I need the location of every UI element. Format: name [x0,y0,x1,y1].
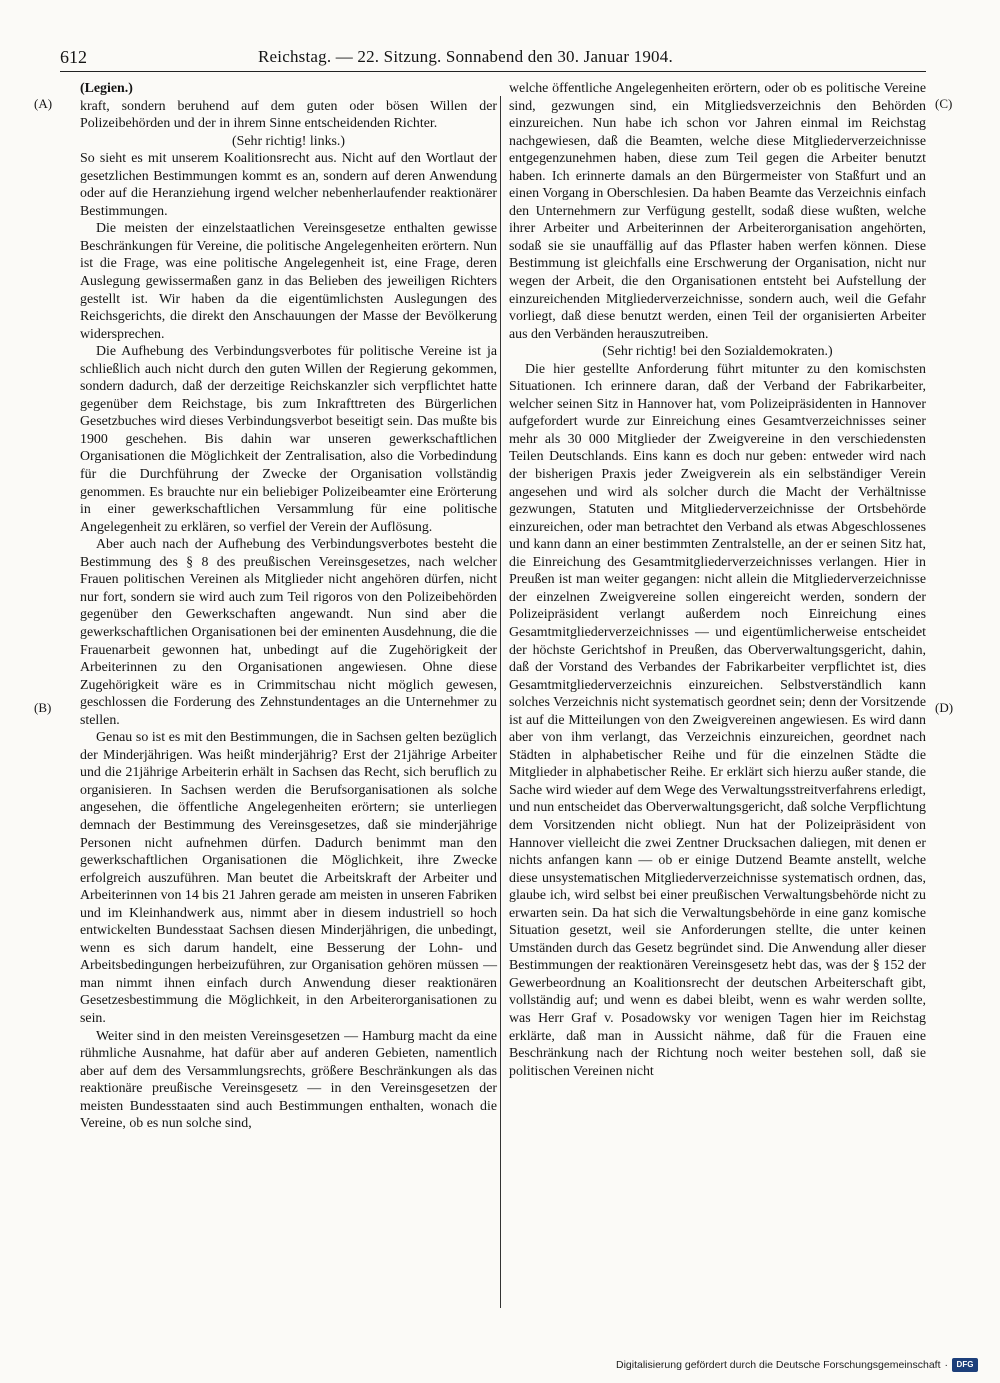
paragraph: Die Aufhebung des Verbindungsverbotes für politische Vereine ist ja schließlich auch nicht durch den guten Willen der Regierung gekommen, sondern dadurch, daß der derzeitige Reichskanzler sich verpflichtet hatte gegenüber dem Reichstage, bis zum Inkrafttreten des Bürgerlichen Gesetzbuches wird dieses Verbindungsverbot beseitigt sein. Das mußte bis 1900 geschehen. Bis dahin war unseren gewerkschaftlichen Organisationen die Möglichkeit der Zentralisation, also die Vorbedindung für die Durchführung der Zwecke der Organisation vollständig genommen. Es brauchte nur ein beliebiger Polizeibeamter eine Erörterung in einer gewerkschaftlichen Versammlung für eine politische Angelegenheit zu erklären, so verfiel der Verein der Auflösung. [80,344,497,535]
left-column [80,80,497,1133]
margin-mark-a: (A) [34,96,53,111]
page-header [60,47,926,72]
page-title: Reichstag. — 22. Sitzung. Sonnabend den 30. Januar 1904. [258,47,673,66]
margin-mark-c: (C) [935,96,953,111]
column-divider [500,96,501,1308]
interjection: (Sehr richtig! bei den Sozialdemokraten.) [602,344,833,360]
dfg-logo-icon: DFG [952,1358,978,1372]
paragraph: Aber auch nach der Aufhebung des Verbindungsverbotes besteht die Bestimmung des § 8 des preußischen Vereinsgesetzes, nach welcher Frauen politischen Vereinen als Mitglieder nicht angehören dürfen, nicht nur fort, sondern sie wird auch zum Teil rigoros von den Polizeibehörden gegenüber den Gewerkschaften angewandt. Nun sind aber die gewerkschaftlichen Organisationen bei der eminenten Ausdehnung, die die Frauenarbeit gewonnen hat, unbedingt auf die Zugehörigkeit der Arbeiterinnen zu den Organisationen angewiesen. Ohne diese Zugehörigkeit wäre es in Crimmitschau nicht möglich gewesen, geschlossen die Forderung des Zehnstundentages an die Unternehmer zu stellen. [80,537,497,728]
margin-mark-d: (D) [935,700,954,715]
page-number: 612 [60,47,87,67]
paragraph: Die hier gestellte Anforderung führt mitunter zu den komischsten Situationen. Ich erinnere daran, daß der Verband der Fabrikarbeiter, welcher seinen Sitz in Hannover hat, vom Polizeipräsidenten in Hannover aufgefordert wurde zur Einreichung eines Gesamtverzeichnisses seiner mehr als 30 000 Mitglieder der Zweigvereine in den verschiedensten Teilen Deutschlands. Eins kann es doch nur geben: entweder wird nach der bisherigen Praxis jeder Zweigverein als ein selbständiger Verein angesehen und wird als solcher durch die Macht der Verhältnisse gezwungen, Statuten und Mitgliederverzeichnisse der Ortsbehörde einzureichen, oder man betrachtet den Verband als etwas Abgeschlossenes und kann dann an einer bestimmten Zentralstelle, an der er seinen Sitz hat, die Einreichung des Gesamtmitgliederverzeichnisses verlangen. Hier in Preußen ist man weiter gegangen: nicht allein die Mitgliederverzeichnisse der einzelnen Zweigvereine sollen eingereicht werden, sondern der Polizeipräsident verlangt außerdem noch Einreichung eines Gesamtmitgliederverzeichnisses — und eigentümlicherweise entscheidet der höchste Gerichtshof in Preußen, das Oberverwaltungsgericht, dahin, daß der Vorstand des Verbandes der Fabrikarbeiter verpflichtet ist, dies Gesamtmitgliederverzeichnis einzureichen. Selbstverständlich kann solches Verzeichnis nicht systematisch geordnet sein; denn der Vorsitzende ist auf die Mitteilungen von den Zweigvereinen angewiesen. Es wird dann aber von ihm verlangt, das Verzeichnis einzureichen, geordnet nach Städten in alphabetischer Reihe und für die einzelnen Städte die Mitglieder in alphabetischer Reihe. Er erklärt sich hierzu außer stande, die Sache wird wieder auf dem Wege des Verwaltungsstreitverfahrens erledigt, und nun entscheidet das Oberverwaltungsgericht, daß solche Verpflichtung dem Vorsitzenden nicht obliegt. Nun hat der Polizeipräsident von Hannover vielleicht die zwei Zentner Drucksachen daliegen, mit denen er nichts anfangen kann — ob er einige Dutzend Beamte anstellt, welche diese unsystematischen Mitgliederverzeichnisse systematisch ordnen, das, glaube ich, wird selbst bei einer preußischen Verwaltungsbehörde nicht zu erwarten sein. Da hat sich die Verwaltungsbehörde in eine ganz komische Situation gesetzt, weil sie Anforderungen stellte, die unter keinen Umständen durch das Gesetz begründet sind. Die Anwendung aller dieser Bestimmungen der reaktionären Vereinsgesetz hebt das, was der § 152 der Gewerbeordnung an Koalitionsrecht der deutschen Arbeiterschaft gibt, vollständig auf; und wenn es dabei bleibt, wenn es wahr werden sollte, was Herr Graf v. Posadowsky vor wenigen Tagen hier im Reichstag erklärte, daß man in Aussicht nähme, daß für die Frauen eine Beschränkung nach der Richtung noch weiter bestehen soll, daß sie politischen Vereinen nicht [509,361,926,1079]
right-column [509,80,926,1080]
paragraph: Weiter sind in den meisten Vereinsgesetzen — Hamburg macht da eine rühmliche Ausnahme, hat dafür aber auf anderen Gebieten, namentlich aber auf dem des Versammlungsrechts, größere Beschränkungen als das reaktionäre preußische Vereinsgesetz — in den Vereinsgesetzen der meisten Bundesstaaten sind auch Bestimmungen enthalten, wonach die Vereine, ob es nun solche sind, [80,1028,497,1132]
paragraph: kraft, sondern beruhend auf dem guten oder bösen Willen der Polizeibehörden und der in ihrem Sinne entscheidenden Richter. [80,98,497,132]
footer-credit: Digitalisierung gefördert durch die Deutsche Forschungsgemeinschaft · DFG [616,1358,978,1372]
paragraph: Die meisten der einzelstaatlichen Vereinsgesetze enthalten gewisse Beschränkungen für Vereine, die politische Angelegenheiten erörtern. Nun ist die Frage, was eine politische Angelegenheit ist, eine Frage, deren Auslegung gewissermaßen ganz in das Belieben des jeweiligen Richters gestellt ist. Wir haben da die eigentümlichsten Auslegungen des Reichsgerichts, die direkt den Anschauungen der Masse der Bevölkerung widersprechen. [80,221,497,342]
interjection: (Sehr richtig! links.) [231,133,346,149]
footer-text: Digitalisierung gefördert durch die Deutsche Forschungsgemeinschaft [615,1359,941,1371]
margin-mark-b: (B) [34,700,52,715]
paragraph: So sieht es mit unserem Koalitionsrecht aus. Nicht auf den Wortlaut der gesetzlichen Bestimmungen kommt es an, sondern auf deren Anwendung oder auf die Heranziehung irgend welcher nebenherlaufender reaktionärer Bestimmungen. [80,151,497,219]
paragraph: welche öffentliche Angelegenheiten erörtern, oder ob es politische Vereine sind, gezwungen sind, ein Mitgliedsverzeichnis den Behörden einzureichen. Nun habe ich schon vor Jahren einmal im Reichstag nachgewiesen, daß die Beamten, welche diese Mitgliederverzeichnisse entgegenzunehmen haben, diese zum Teil gegen die Arbeiter benutzt haben. Ich erinnerte damals an den Bürgermeister von Staßfurt und an einen Vorgang in Oberschlesien. Da haben Beamte das Verzeichnis einfach den Unternehmern zur Verfügung gestellt, sodaß diese wußten, welche ihrer Arbeiter und Arbeiterinnen der Arbeiterorganisation angehörten, sodaß sie sie unauffällig auf das Pflaster haben werfen können. Diese Bestimmung ist gleichfalls eine Erschwerung der Organisation, nicht nur wegen der Arbeit, die den Organisationen entsteht bei Aufstellung der einzureichenden Mitgliederverzeichnisse, sondern auch, weil die Gefahr vorliegt, daß diese benutzt werden, einen Teil der organisierten Arbeiter aus den Verbänden herauszutreiben. [509,81,926,342]
paragraph: Genau so ist es mit den Bestimmungen, die in Sachsen gelten bezüglich der Minderjährigen. Was heißt minderjährig? Erst der 21jährige Arbeiter und die 21jährige Arbeiterin erhält in Sachsen das Recht, sich beruflich zu organisieren. In Sachsen werden die Berufsorganisationen als solche angesehen, die öffentliche Angelegenheiten erörtern; sie unterliegen demnach der Bestimmung des Vereinsgesetzes, daß sie minderjährige Personen nicht aufnehmen dürfen. Dadurch benimmt man den gewerkschaftlichen Organisationen die Möglichkeit, ihre Zwecke erfolgreich auszuführen. Man beutet die Arbeitskraft der Arbeiter und Arbeiterinnen von 14 bis 21 Jahren gerade am meisten in unseren Fabriken und im Kleinhandwerk aus, nimmt aber in diesem industriell so hoch entwickelten Bundesstaat Sachsen diesen Minderjährigen, die unbedingt, wenn es sich darum handelt, eine Besserung der Lohn- und Arbeitsbedingungen herbeizuführen, zur Organisation gehören müssen — man nimmt ihnen einfach durch Anwendung dieser reaktionären Gesetzesbestimmung die Möglichkeit, in den Arbeiterorganisationen zu sein. [80,730,497,1026]
speaker-label: (Legien.) [80,81,133,96]
